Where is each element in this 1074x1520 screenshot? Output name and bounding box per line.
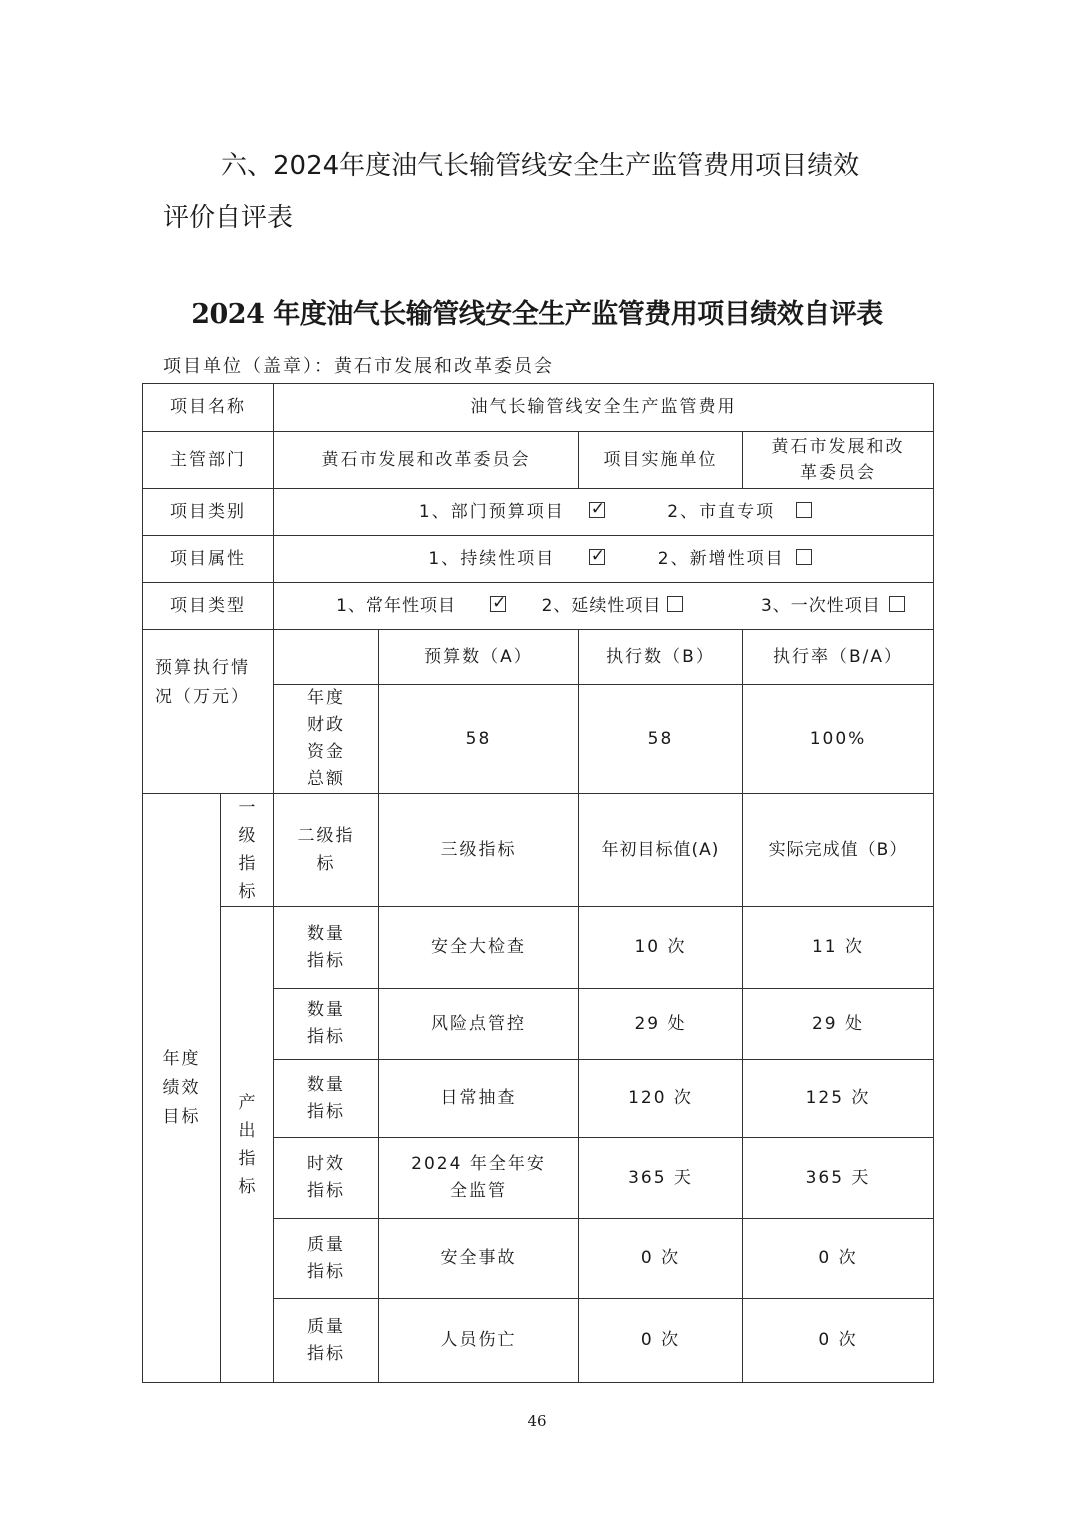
goal-target: 120 次 xyxy=(579,1060,743,1138)
goals-label-text: 年度绩效目标 xyxy=(162,1048,201,1127)
goal-level2-text: 数量指标 xyxy=(307,923,345,971)
budget-a: 58 xyxy=(379,685,579,794)
level1-output-text: 产出指标 xyxy=(238,1092,256,1197)
document-title: 2024 年度油气长输管线安全生产监管费用项目绩效自评表 xyxy=(191,299,883,330)
budget-row-label xyxy=(274,685,379,794)
budget-col-rate: 执行率（B/A） xyxy=(743,630,934,685)
goals-h-level3: 三级指标 xyxy=(379,794,579,907)
goal-level3: 安全大检查 xyxy=(379,907,579,989)
page-number: 46 xyxy=(527,1412,547,1430)
type-label: 项目类型 xyxy=(143,583,274,630)
goal-level2 xyxy=(274,1219,379,1299)
goal-level3-text: 2024 年全年安全监管 xyxy=(411,1154,546,1201)
type-opt2 xyxy=(513,593,667,620)
checkbox-type-opt3[interactable] xyxy=(889,596,905,612)
dept-value: 黄石市发展和改革委员会 xyxy=(274,432,579,489)
goals-h-actual: 实际完成值（B） xyxy=(743,794,934,907)
goal-level3: 安全事故 xyxy=(379,1219,579,1299)
goal-actual: 11 次 xyxy=(743,907,934,989)
checkbox-attribute-opt2[interactable] xyxy=(796,549,812,565)
goal-row xyxy=(143,907,934,989)
goal-actual: 0 次 xyxy=(743,1219,934,1299)
goal-level3: 人员伤亡 xyxy=(379,1299,579,1383)
goals-h-level1-text: 一级指标 xyxy=(238,798,256,902)
checkbox-category-opt2[interactable] xyxy=(796,502,812,518)
goal-target: 10 次 xyxy=(579,907,743,989)
level1-output xyxy=(221,907,274,1383)
attribute-options xyxy=(274,536,934,583)
goal-level2 xyxy=(274,907,379,989)
row-category xyxy=(143,489,934,536)
attribute-label: 项目属性 xyxy=(143,536,274,583)
section-heading-line2: 评价自评表 xyxy=(163,203,294,233)
goal-actual: 125 次 xyxy=(743,1060,934,1138)
type-opt3 xyxy=(689,593,889,620)
attribute-opt2 xyxy=(612,546,796,573)
budget-blank-cell xyxy=(274,630,379,685)
goal-actual: 365 天 xyxy=(743,1138,934,1219)
goal-level2-text: 质量指标 xyxy=(307,1316,345,1364)
goals-h-target: 年初目标值(A) xyxy=(579,794,743,907)
goal-target: 29 处 xyxy=(579,989,743,1060)
goal-level3: 日常抽查 xyxy=(379,1060,579,1138)
attribute-opt2-label: 2、新增性项目 xyxy=(657,548,785,569)
goal-level3: 风险点管控 xyxy=(379,989,579,1060)
checkbox-type-opt1[interactable] xyxy=(490,596,506,612)
goal-actual: 29 处 xyxy=(743,989,934,1060)
category-label: 项目类别 xyxy=(143,489,274,536)
goal-level2 xyxy=(274,989,379,1060)
row-type xyxy=(143,583,934,630)
category-opt2-label: 2、市直专项 xyxy=(667,501,776,522)
self-evaluation-table xyxy=(142,383,934,1383)
goal-level3 xyxy=(379,1138,579,1219)
budget-col-b: 执行数（B） xyxy=(579,630,743,685)
type-opt2-label: 2、延续性项目 xyxy=(541,595,662,616)
project-unit-line: 项目单位（盖章）：黄石市发展和改革委员会 xyxy=(163,356,554,377)
goal-target: 365 天 xyxy=(579,1138,743,1219)
goal-level2-text: 数量指标 xyxy=(307,1074,345,1122)
attribute-opt1 xyxy=(395,546,589,573)
budget-b: 58 xyxy=(579,685,743,794)
impl-value xyxy=(743,432,934,489)
type-opt3-label: 3、一次性项目 xyxy=(760,595,881,616)
goal-level2 xyxy=(274,1060,379,1138)
project-name-label: 项目名称 xyxy=(143,384,274,432)
goal-target: 0 次 xyxy=(579,1299,743,1383)
budget-rate: 100% xyxy=(743,685,934,794)
goal-level2-text: 质量指标 xyxy=(307,1234,345,1282)
checkbox-attribute-opt1[interactable] xyxy=(589,549,605,565)
type-opt1 xyxy=(302,593,490,620)
budget-col-a: 预算数（A） xyxy=(379,630,579,685)
impl-label: 项目实施单位 xyxy=(579,432,743,489)
project-name-value: 油气长输管线安全生产监管费用 xyxy=(274,384,934,432)
budget-label-text: 预算执行情况（万元） xyxy=(155,658,250,707)
category-opt1 xyxy=(395,499,589,526)
section-heading xyxy=(163,140,933,244)
impl-value-text: 黄石市发展和改革委员会 xyxy=(771,436,905,483)
row-project-name xyxy=(143,384,934,432)
goal-level2 xyxy=(274,1299,379,1383)
attribute-opt1-label: 1、持续性项目 xyxy=(428,548,556,569)
row-department xyxy=(143,432,934,489)
goal-level2-text: 数量指标 xyxy=(307,1000,345,1047)
goals-h-level2-text: 二级指标 xyxy=(297,826,355,874)
category-options xyxy=(274,489,934,536)
row-goals-header xyxy=(143,794,934,907)
section-heading-line1: 六、2024年度油气长输管线安全生产监管费用项目绩效 xyxy=(221,151,860,181)
checkbox-type-opt2[interactable] xyxy=(667,596,683,612)
category-opt1-label: 1、部门预算项目 xyxy=(418,501,565,522)
goal-level2-text: 时效指标 xyxy=(307,1154,345,1201)
row-budget-header xyxy=(143,630,934,685)
category-opt2 xyxy=(612,499,796,526)
goals-h-level2 xyxy=(274,794,379,907)
budget-row-label-text: 年度财政资金总额 xyxy=(307,688,345,789)
checkbox-category-opt1[interactable] xyxy=(589,502,605,518)
goal-actual: 0 次 xyxy=(743,1299,934,1383)
goal-target: 0 次 xyxy=(579,1219,743,1299)
goals-label xyxy=(143,794,221,1383)
goal-level2 xyxy=(274,1138,379,1219)
type-opt1-label: 1、常年性项目 xyxy=(336,595,456,616)
row-attribute xyxy=(143,536,934,583)
type-options xyxy=(274,583,934,630)
budget-label xyxy=(143,630,274,794)
dept-label: 主管部门 xyxy=(143,432,274,489)
goals-h-level1 xyxy=(221,794,274,907)
